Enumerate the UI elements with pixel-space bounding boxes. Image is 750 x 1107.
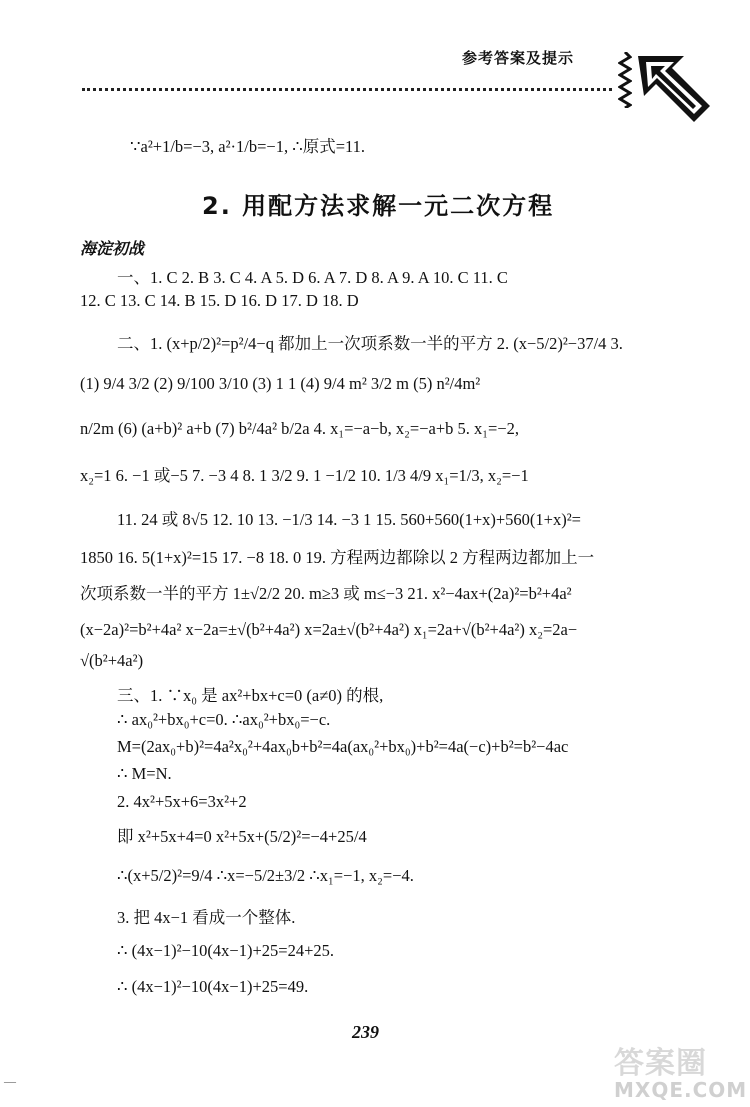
section-title: 2. 用配方法求解一元二次方程: [202, 192, 555, 220]
answer-line-11: √(b²+4a²): [80, 651, 144, 670]
solution-line-8: 3. 把 4x−1 看成一个整体.: [117, 908, 296, 927]
answer-line-2: 12. C 13. C 14. B 15. D 16. D 17. D 18. D: [80, 291, 359, 310]
answer-line-6: x₂=1 6. −1 或−5 7. −3 4 8. 1 3/2 9. 1 −1/2 10. 1/3 4/9 x₁=1/3, x₂=−1: [80, 466, 529, 485]
solution-line-6: 即 x²+5x+4=0 x²+5x+(5/2)²=−4+25/4: [117, 827, 367, 846]
solution-line-7: ∴(x+5/2)²=9/4 ∴x=−5/2±3/2 ∴x₁=−1, x₂=−4.: [117, 866, 414, 885]
solution-line-2: ∴ ax₀²+bx₀+c=0. ∴ax₀²+bx₀=−c.: [117, 710, 331, 729]
watermark-text-top: 答案圈: [614, 1046, 707, 1081]
watermark-logo: [614, 1038, 748, 1104]
corner-arrow-icon: [634, 50, 716, 130]
corner-mark: —: [4, 1074, 16, 1088]
page-number: 239: [352, 1022, 379, 1042]
solution-line-3: M=(2ax₀+b)²=4a²x₀²+4ax₀b+b²=4a(ax₀²+bx₀)+b²=4a(−c)+b²=b²−4ac: [117, 737, 569, 756]
header-title: 参考答案及提示: [462, 49, 575, 67]
solution-line-1: 三、1. ∵x₀ 是 ax²+bx+c=0 (a≠0) 的根,: [117, 686, 384, 705]
header-dotted-rule: [82, 88, 612, 91]
answer-line-8: 1850 16. 5(1+x)²=15 17. −8 18. 0 19. 方程两边都除以 2 方程两边都加上一: [80, 548, 595, 567]
text-line-1: ∵a²+1/b=−3, a²·1/b=−1, ∴原式=11.: [130, 137, 366, 156]
answer-line-7: 11. 24 或 8√5 12. 10 13. −1/3 14. −3 1 15. 560+560(1+x)+560(1+x)²=: [117, 510, 581, 529]
solution-line-4: ∴ M=N.: [117, 764, 172, 783]
answer-line-1: 一、1. C 2. B 3. C 4. A 5. D 6. A 7. D 8. A 9. A 10. C 11. C: [117, 268, 508, 287]
solution-line-10: ∴ (4x−1)²−10(4x−1)+25=49.: [117, 977, 309, 996]
watermark-text-bottom: MXQE.COM: [614, 1078, 748, 1102]
answer-line-3: 二、1. (x+p/2)²=p²/4−q 都加上一次项系数一半的平方 2. (x−5/2)²−37/4 3.: [117, 334, 623, 353]
solution-line-5: 2. 4x²+5x+6=3x²+2: [117, 792, 247, 811]
answer-line-9: 次项系数一半的平方 1±√2/2 20. m≥3 或 m≤−3 21. x²−4ax+(2a)²=b²+4a²: [80, 584, 572, 603]
solution-line-9: ∴ (4x−1)²−10(4x−1)+25=24+25.: [117, 941, 335, 960]
zigzag-border-icon: [618, 52, 632, 108]
subsection-heading: 海淀初战: [80, 239, 145, 258]
answer-line-10: (x−2a)²=b²+4a² x−2a=±√(b²+4a²) x=2a±√(b²+4a²) x₁=2a+√(b²+4a²) x₂=2a−: [80, 620, 578, 639]
answer-line-4: (1) 9/4 3/2 (2) 9/100 3/10 (3) 1 1 (4) 9/4 m² 3/2 m (5) n²/4m²: [80, 374, 481, 393]
answer-line-5: n/2m (6) (a+b)² a+b (7) b²/4a² b/2a 4. x₁=−a−b, x₂=−a+b 5. x₁=−2,: [80, 419, 520, 438]
